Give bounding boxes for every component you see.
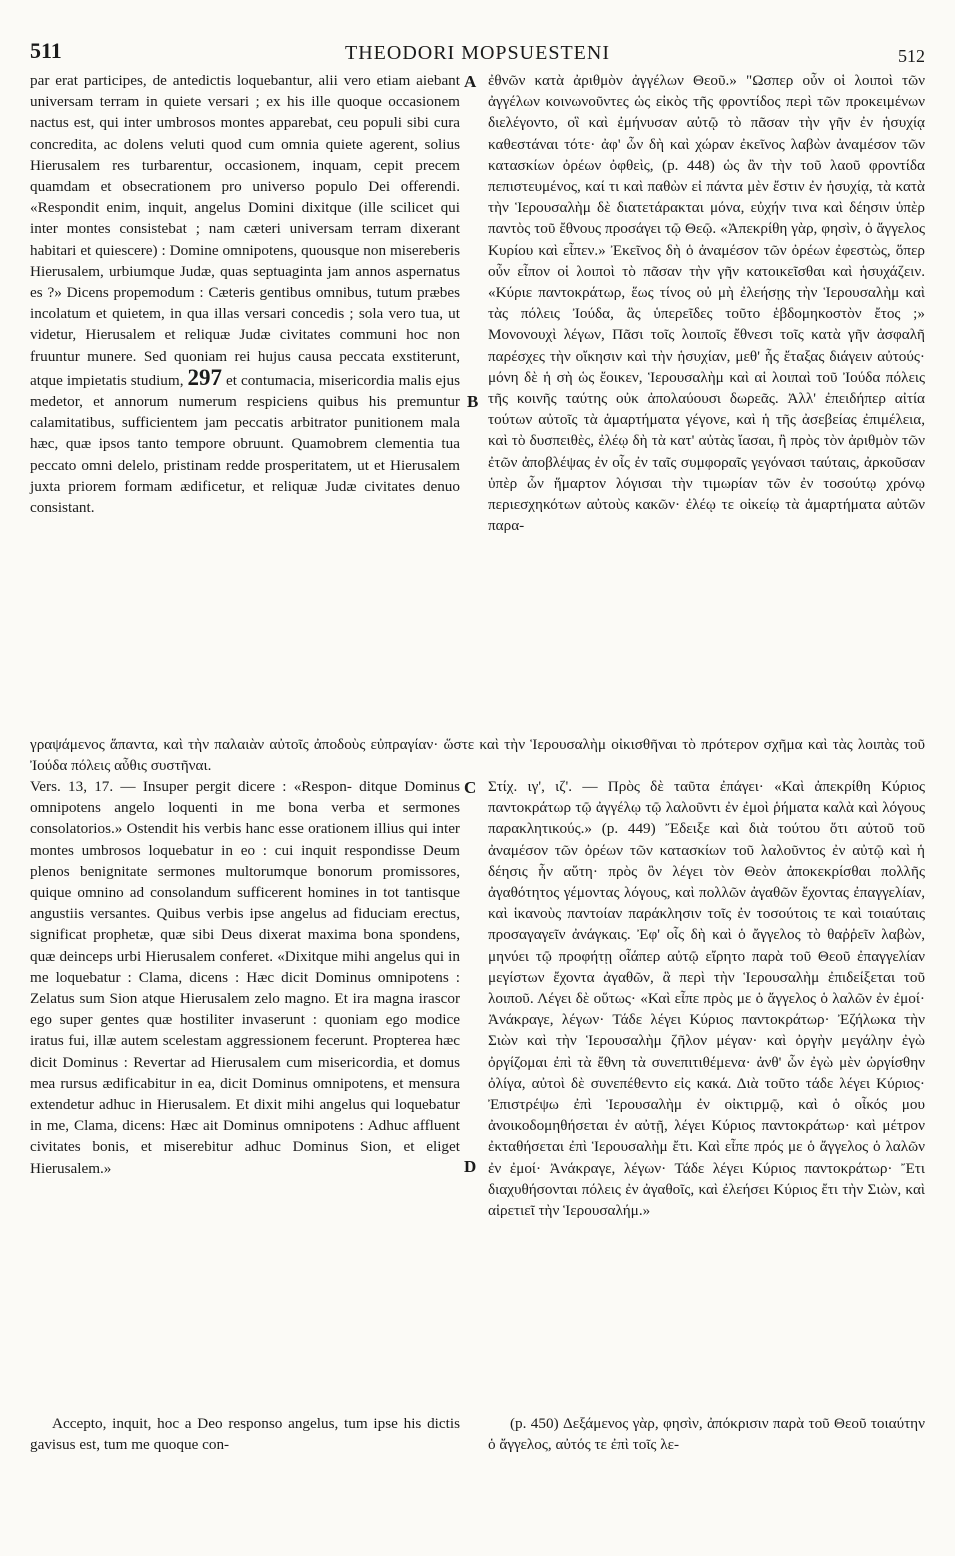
section-marker-a: A [464,72,477,91]
greek-text-tail: (p. 450) Δεξάμενος γὰρ, φησὶν, ἀπόκρισιν παρὰ τοῦ Θεοῦ τοιαύτην ὁ ἄγγελος, αὐτός τε ἐπὶ τοῖς λε- [488,1415,925,1454]
latin-column-tail [30,1413,460,1455]
latin-text-tail: Accepto, inquit, hoc a Deo responso angelus, tum ipse his dictis gavisus est, tum me quoque con- [30,1415,460,1454]
latin-column-bottom [30,776,460,1179]
page-header [30,38,925,70]
greek-column-tail [488,1413,925,1455]
greek-spanning-line: γραψάμενος ἅπαντα, καὶ τὴν παλαιὰν αὐτοῖς ἀποδοὺς εὐπραγίαν· ὥστε καὶ τὴν Ἱερουσαλὴμ οἰκισθῆναι τὸ πρότερον σχῆμα καὶ τὰς λοιπὰς τοῦ Ἰούδα πόλεις αὖθις συστῆναι. [30,736,925,775]
marginal-reference-number: 297 [187,364,223,390]
page-number-left: 511 [30,38,62,63]
section-marker-b: B [467,392,479,411]
running-title: THEODORI MOPSUESTENI [345,42,610,64]
section-marker-d: D [464,1157,477,1176]
latin-text-bottom: Vers. 13, 17. — Insuper pergit dicere : «Respon- ditque Dominus omnipotens angelo loquenti in me bona verba et sermones consolatorios.» Ostendit his verbis hanc esse orationem illius qui inter montes umbrosos loquebatur in eo : cui inquit respondisse Deum plenos benignitate sermones multorumque bonorum promissores, quique omnino ad consolandum sufficerent homines in tot tantisque angustiis versantes. Quibus verbis ipse angelus ad fiduciam erectus, significat prophetæ, quæ sibi Deus dixerat maxima bona spondens, quæ deinceps urbi Hierusalem conferet. «Dixitque mihi angelus qui in me loquebatur : Clama, dicens : Hæc dicit Dominus omnipotens : Zelatus sum Sion atque Hierusalem zelo magno. Et ira magna irascor ego super gentes quæ hostiliter invaserunt : quoniam ego modice iratus fui, illæ autem scelestam aggressionem fecerunt. Propterea hæc dicit Dominus : Revertar ad Hierusalem cum misericordia, et domus mea rursus ædificabitur in ea, dicit Dominus omnipotens, et mensura extendetur adhuc in Hierusalem. Et dixit mihi angelus qui loquebatur in me, Clama, dicens: Hæc ait Dominus omnipotens : Adhuc affluent civitates bonis, et miserebitur adhuc Dominus Sion, et eliget Hierusalem.» [30,778,460,1177]
greek-column-bottom [488,776,925,1221]
greek-column-top [488,70,925,536]
greek-text-bottom: Στίχ. ιγ', ιζ'. — Πρὸς δὲ ταῦτα ἐπάγει· «Καὶ ἀπεκρίθη Κύριος παντοκράτωρ τῷ ἀγγέλῳ τῷ λαλοῦντι ἐν ἐμοὶ ῥήματα καλὰ καὶ λόγους παρακλητικούς.» (p. 449) Ἔδειξε καὶ διὰ τούτου ὅτι αὐτοῦ τοῦ ἀναμέσον τῶν ὀρέων τῶν κατασκίων τοῦ λαλοῦντος ἐν αὐτῷ καὶ ἡ δέησις ἦν αὕτη· πρὸς ὃν λέγει τὸν Θεὸν ἀποκεκρίσθαι πολλῆς ἀγαθότητος γέμοντας λόγους, καὶ πολλῶν ἀγαθῶν ἔχοντας ἐπαγγελίαν, καὶ ἱκανοὺς παντοίαν παράκλησιν τοῖς ἐν τοσούτοις τε καὶ τοιαύταις προσαγαγεῖν ἀνάγκαις. Ἐφ' οἷς δὴ καὶ ὁ ἄγγελος τὸ θαῤῥεῖν λαβὼν, μηνύει τῷ προφήτῃ οἷάπερ αὐτῷ εἴρητο παρὰ τοῦ Θεοῦ ἐπαγγελίαν μεγίστων ἔχοντα ἀγαθῶν, ἃ περὶ τὴν Ἱερουσαλὴμ ἐπιδείξεται τοῦ λοιποῦ. Λέγει δὲ οὕτως· «Καὶ εἶπε πρὸς με ὁ ἄγγελος ὁ λαλῶν ἐν ἐμοί· Ἀνάκραγε, λέγων· Τάδε λέγει Κύριος παντοκράτωρ· Ἐζήλωκα τὴν Σιὼν καὶ τὴν Ἱερουσαλὴμ ζῆλον μέγαν· καὶ ὀργὴν μεγάλην ἐγὼ ὀργίζομαι ἐπὶ τὰ ἔθνη τὰ συνεπιτιθέμενα· ἀνθ' ὧν ἐγὼ μὲν ὠργίσθην ὀλίγα, αὐτοὶ δὲ συνεπέθεντο εἰς κακά. Διὰ τοῦτο τάδε λέγει Κύριος· Ἐπιστρέψω ἐπὶ Ἱερουσαλὴμ ἐν οἰκτιρμῷ, καὶ ὁ οἶκός μου ἀνοικοδομηθήσεται ἐν αὐτῇ, λέγει Κύριος παντοκράτωρ· καὶ μέτρον ἐκταθήσεται ἐπὶ Ἱερουσαλὴμ ἔτι. Καὶ εἶπε πρός με ὁ ἄγγελος ὁ λαλῶν ἐν ἐμοί· Ἀνάκραγε, λέγων· Τάδε λέγει Κύριος παντοκράτωρ· Ἔτι διαχυθήσονται πόλεις ἐν ἀγαθοῖς, καὶ ἐλεήσει Κύριος ἔτι τὴν Σιὼν, καὶ αἱρετιεῖ τὴν Ἱερουσαλήμ.» [488,778,925,1220]
latin-column-top [30,70,460,518]
greek-text-top: ἐθνῶν κατὰ ἀριθμὸν ἀγγέλων Θεοῦ.» "Ωσπερ οὖν οἱ λοιποὶ τῶν ἀγγέλων κοινωνοῦντες ὡς εἰκὸς τῆς φροντίδος περὶ τῶν προκειμένων διελέγοντο, οἳ καὶ ἐμήνυσαν αὐτῷ τὸ πᾶσαν τὴν γῆν ἐν ἡσυχίᾳ καθεστάναι τότε· ἀφ' ὧν δὴ καὶ χώραν ἐκεῖνος λαβὼν ἀναμέσον τῶν κατασκίων ὀρέων ὀφθεὶς, (p. 448) ὡς ἂν τὴν τοῦ λαοῦ φροντίδα πεπιστευμένος, καί τι καὶ παθὼν εἰ πάντα μὲν ἔστιν ἐν ἡσυχίᾳ, τὰ κατὰ τὴν Ἱερουσαλὴμ δὲ διατετάρακται μόνα, εὐχήν τινα καὶ δέησιν ὑπὲρ παντὸς τοῦ ἔθνους προσάγει τῷ Θεῷ. «Ἀπεκρίθη γὰρ, φησὶν, ὁ ἄγγελος Κυρίου καὶ εἶπεν.» Ἐκεῖνος δὴ ὁ ἀναμέσον τῶν ὀρέων ἐφεστὼς, ὅπερ οὖν εἶπον οἱ λοιποὶ τὸ πᾶσαν τὴν γῆν κατοικεῖσθαι καὶ ἡσυχάζειν. «Κύριε παντοκράτωρ, ἕως τίνος οὐ μὴ ἐλεήσῃς τὴν Ἱερουσαλὴμ καὶ τὰς πόλεις Ἰούδα, ἃς ὑπερεῖδες τοῦτο ἑβδομηκοστὸν ἔτος ;» Μονονουχὶ λέγων, Πᾶσι τοῖς λοιποῖς ἔθνεσι τοῖς κατὰ γῆν ἀσφαλῆ παρέσχες τὴν οἴκησιν καὶ τὴν ἡσυχίαν, μεθ' ἧς ἔταξας διάγειν αὐτούς· μόνη δὲ ἡ σὴ ὡς ἔοικεν, Ἱερουσαλὴμ καὶ αἱ λοιπαὶ τοῦ Ἰούδα πόλεις τῆς κοινῆς ταύτης οὐκ ἀπολαύουσι δωρεᾶς. Ἀλλ' ἐπειδήπερ αἰτία τούτων αὐτοῖς τὰ ἁμαρτήματα γέγονε, καὶ ἡ τῆς ἀσεβείας ἐπιμέλεια, καὶ τὸ δυσπειθὲς, ἐλέῳ δὴ τὰ κατ' αὐτὰς ἴασαι, ἢ πρὸς τὸν ἀριθμὸν τῶν ἐτῶν ἀποβλέψας ἐν οἷς ἐν ταῖς συμφοραῖς γεγόνασι ταύταις, ἀρκοῦσαν ὑπὲρ ὧν ἥμαρτον λόγισαι τὴν τιμωρίαν τῶν ἐν τοσούτῳ χρόνῳ περιεσχηκότων αὐτοὺς κακῶν· ἐλέῳ τε οἰκείῳ τὰ ἁμαρτήματα αὐτῶν παρα- [488,72,925,535]
latin-text-top-1: par erat participes, de antedictis loquebantur, alii vero etiam aiebant universam terram in quiete versari ; ex his ille quoque occasionem nactus est, qui inter umbrosos montes apparebat, ceu populi sibi cura concredita, ac dolens veluti quod cum omnia quiete agerent, solius Hierusalem res turbarentur, occasionem, inquam, cepit precem quamdam et obsecrationem pro universo populo Dei offerendi. «Respondit enim, inquit, angelus Domini dixitque (ille scilicet qui inter montes consistebat ; nam cæteri universam terram dixerant habitari et quiescere) : Domine omnipotens, quousque non misereberis Hierusalem, urbiumque Judæ, quas septuaginta jam annos aspernatus es ?» Dicens propemodum : Cæteris gentibus omnibus, tutum præbes incolatum et quietem, in qua illas versari concedis ; sola vero tua, ut videtur, Hierusalem et reliquæ Judæ civitates communi hoc non fruuntur munere. Sed quoniam rei hujus causa peccata exstiterunt, atque impietatis studium, [30,72,460,389]
page-number-right: 512 [898,46,925,66]
latin-text-top-2: et contumacia, misericordia malis ejus medetor, et annorum numerum respiciens quibus his premuntur calamitatibus, sufficientem jam peccatis arbitrator punitionem mala hæc, quæ ipsos tanto tempore obruunt. Quamobrem clementia tua peccato omni delelo, pristinam redde prosperitatem, ut et Hierusalem juxta priorem formam ædificetur, et reliquæ Judæ civitates denuo consistant. [30,371,461,517]
section-marker-c: C [464,778,477,797]
